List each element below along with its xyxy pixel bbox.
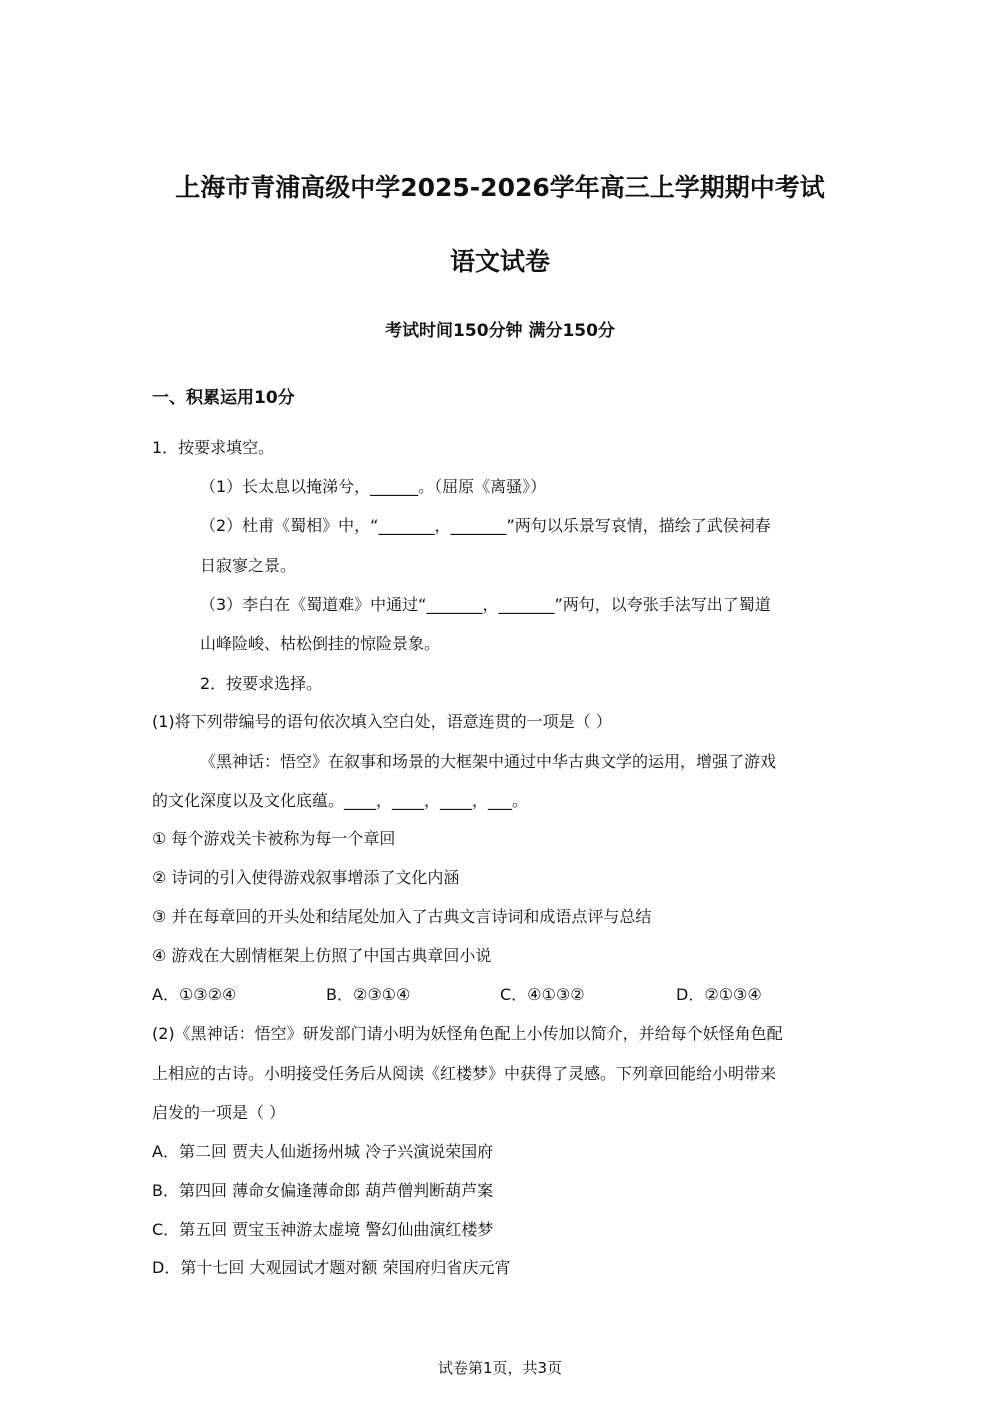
passage-line-2: 的文化深度以及文化底蕴。____，____，____，___。 [152,791,529,810]
question-2-part2-line3: 启发的一项是（ ） [152,1103,286,1122]
exam-title-line1: 上海市青浦高级中学2025-2026学年高三上学期期中考试 [175,173,825,202]
question-1-item-3-line1: （3）李白在《蜀道难》中通过“_______，_______”两句，以夸张手法写出了蜀道 [200,595,771,614]
exam-title-line2: 语文试卷 [449,247,550,276]
question-2-part1-stem: (1)将下列带编号的语句依次填入空白处，语意连贯的一项是（ ） [152,712,612,731]
part2-option-b: B．第四回 薄命女偏逢薄命郎 葫芦僧判断葫芦案 [152,1181,494,1200]
part2-option-d: D．第十七回 大观园试才题对额 荣国府归省庆元宵 [152,1258,511,1277]
sentence-2: ② 诗词的引入使得游戏叙事增添了文化内涵 [152,868,460,887]
part2-option-a: A．第二回 贾夫人仙逝扬州城 冷子兴演说荣国府 [152,1142,494,1161]
question-1-stem: 1．按要求填空。 [152,438,275,457]
passage-line-1: 《黑神话：悟空》在叙事和场景的大框架中通过中华古典文学的运用，增强了游戏 [200,752,777,771]
page-footer: 试卷第1页，共3页 [437,1359,563,1377]
question-2-stem: 2．按要求选择。 [200,674,323,693]
section-heading: 一、积累运用10分 [152,388,295,408]
question-1-item-2-line2: 日寂寥之景。 [200,556,297,575]
exam-info: 考试时间150分钟 满分150分 [385,321,615,341]
question-2-part2-line2: 上相应的古诗。小明接受任务后从阅读《红楼梦》中获得了灵感。下列章回能给小明带来 [152,1064,777,1083]
question-1-item-3-line2: 山峰险峻、枯松倒挂的惊险景象。 [200,634,441,653]
option-c: C．④①③② [500,985,585,1004]
option-b: B．②③①④ [326,985,411,1004]
part2-option-c: C．第五回 贾宝玉神游太虚境 警幻仙曲演红楼梦 [152,1220,494,1239]
sentence-1: ① 每个游戏关卡被称为每一个章回 [152,829,396,848]
question-1-item-2-line1: （2）杜甫《蜀相》中，“_______，_______”两句以乐景写哀情，描绘了武侯祠春 [200,516,771,535]
sentence-4: ④ 游戏在大剧情框架上仿照了中国古典章回小说 [152,946,492,965]
option-d: D．②①③④ [676,985,762,1004]
question-1-item-1: （1）长太息以掩涕兮，______。（屈原《离骚》） [200,477,547,496]
question-2-part2-line1: (2)《黑神话：悟空》研发部门请小明为妖怪角色配上小传加以简介，并给每个妖怪角色配 [152,1024,783,1043]
option-a: A．①③②④ [152,985,237,1004]
sentence-3: ③ 并在每章回的开头处和结尾处加入了古典文言诗词和成语点评与总结 [152,907,652,926]
